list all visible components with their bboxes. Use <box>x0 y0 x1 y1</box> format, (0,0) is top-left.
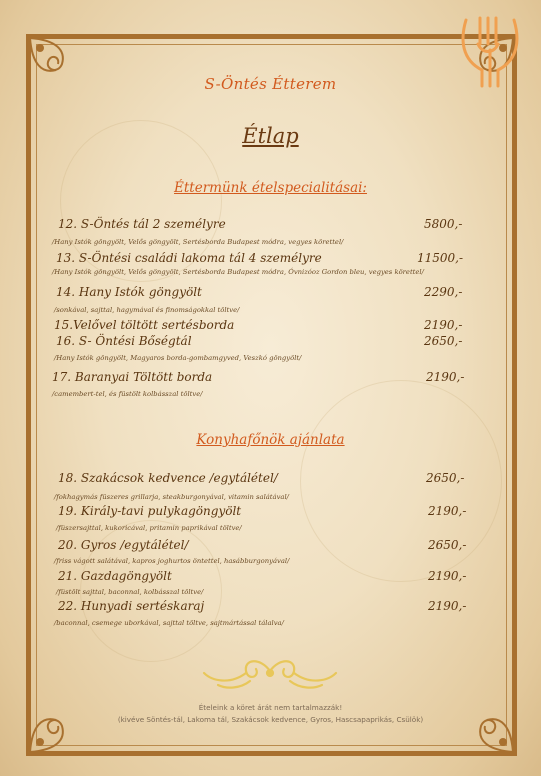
item-name: 20. Gyros /egytálétel/ <box>58 538 189 552</box>
item-name: 12. S-Öntés tál 2 személyre <box>58 217 226 231</box>
footer-note: Ételeink a köret árát nem tartalmazzák! <box>198 703 343 712</box>
ornament-flourish-icon <box>190 651 350 693</box>
item-name: 21. Gazdagöngyölt <box>58 569 172 583</box>
item-price: 2190,- <box>424 318 463 332</box>
menu-item <box>0 569 541 587</box>
item-description: /camembert-tel, és füstölt kolbásszal töltve/ <box>52 390 203 398</box>
menu-item <box>0 251 541 269</box>
item-description: /fokhagymás füszeres grillarja, steakburgonyával, vitamin salátával/ <box>54 493 289 501</box>
menu-item <box>0 599 541 617</box>
item-description: /friss vágott salátával, kapros joghurtos öntettel, hasábburgonyával/ <box>54 557 290 565</box>
menu-item <box>0 217 541 235</box>
item-price: 2650,- <box>424 334 463 348</box>
item-name: 14. Hany Istók göngyölt <box>56 285 202 299</box>
menu-item <box>0 285 541 303</box>
item-name: 13. S-Öntési családi lakoma tál 4 személyre <box>56 251 322 265</box>
menu-item <box>0 334 541 352</box>
item-name: 19. Király-tavi pulykagöngyölt <box>58 504 242 518</box>
item-description: /füszersajttal, kukoricával, pritamin paprikával töltve/ <box>56 524 242 532</box>
item-description: /baconnal, csemege uborkával, sajttal töltve, sajtmártással tálalva/ <box>54 619 284 627</box>
item-name: 17. Baranyai Töltött borda <box>52 370 213 384</box>
item-name: 22. Hunyadi sertéskaraj <box>58 599 205 613</box>
item-price: 2190,- <box>428 599 467 613</box>
item-price: 2190,- <box>426 370 465 384</box>
menu-title: Étlap <box>242 124 299 148</box>
item-description: /Hany Istók göngyölt, Velős göngyölt, Sertésborda Budapest módra, vegyes körettel/ <box>52 238 344 246</box>
menu-item <box>0 370 541 388</box>
ornament-corner-icon <box>453 692 517 756</box>
menu-item <box>0 471 541 489</box>
section-heading-chef: Konyhafőnök ajánlata <box>196 432 345 448</box>
item-name: 15.Velővel töltött sertésborda <box>54 318 235 332</box>
ornament-corner-icon <box>26 692 90 756</box>
item-price: 5800,- <box>424 217 463 231</box>
item-price: 2650,- <box>428 538 467 552</box>
item-price: 2290,- <box>424 285 463 299</box>
restaurant-name: S-Öntés Étterem <box>204 75 337 93</box>
footer-exceptions: (kivéve Söntés-tál, Lakoma tál, Szakácsok kedvence, Gyros, Hascsapaprikás, Csülök) <box>117 715 424 724</box>
menu-item <box>0 504 541 522</box>
item-name: 18. Szakácsok kedvence /egytálétel/ <box>58 471 278 485</box>
item-price: 11500,- <box>417 251 464 265</box>
item-price: 2650,- <box>426 471 465 485</box>
item-price: 2190,- <box>428 569 467 583</box>
section-heading-specialties: Éttermünk ételspecialitásai: <box>174 180 367 196</box>
item-description: /füstölt sajttal, baconnal, kolbásszal töltve/ <box>56 588 204 596</box>
item-name: 16. S- Öntési Bőségtál <box>56 334 192 348</box>
item-description: /sonkával, sajttal, hagymával és finomságokkal töltve/ <box>54 306 240 314</box>
item-description: /Hany Istók göngyölt, Magyaros borda-gombamgyved, Veszkó göngyölt/ <box>54 354 302 362</box>
item-price: 2190,- <box>428 504 467 518</box>
menu-item <box>0 538 541 556</box>
item-description: /Hany Istók göngyölt, Velős göngyölt, Sertésborda Budapest módra, Óvnizóoz Gordon bleu, vegyes körettel/ <box>52 268 424 276</box>
